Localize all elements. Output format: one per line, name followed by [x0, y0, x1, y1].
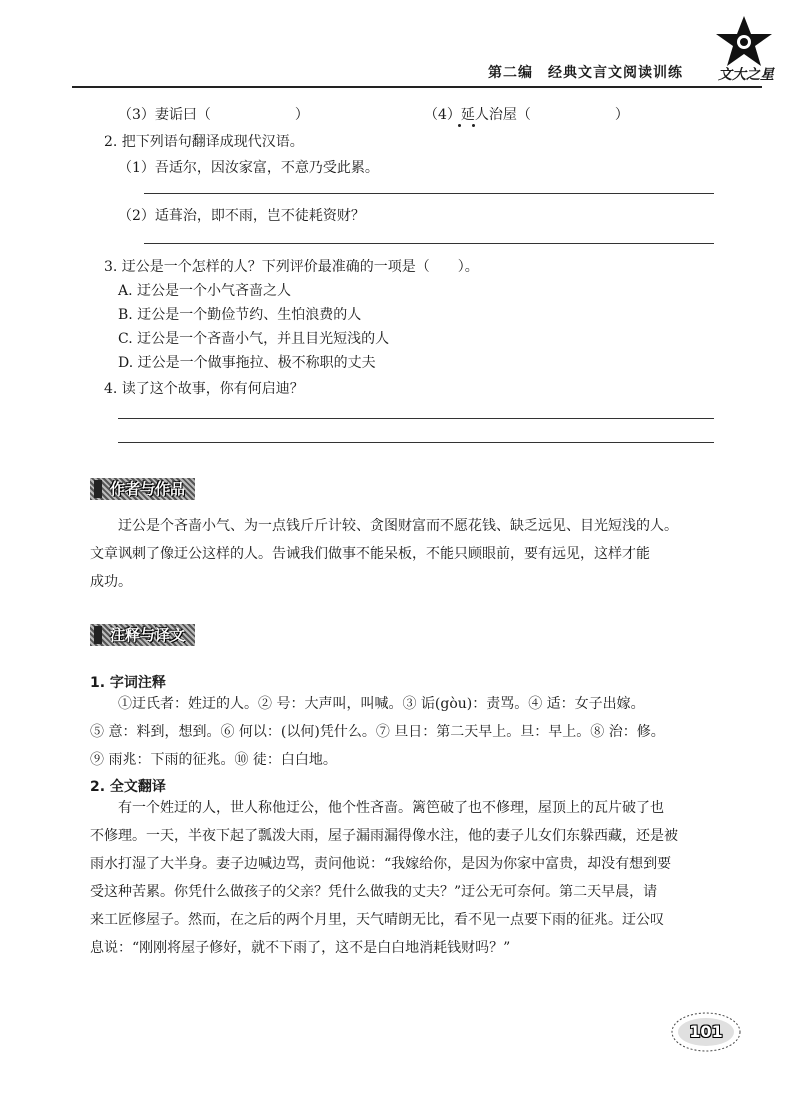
emphasis-dot [472, 124, 475, 127]
translation-block [90, 794, 730, 962]
paragraph-line: 迂公是个吝啬小气、为一点钱斤斤计较、贪图财富而不愿花钱、缺乏远见、目光短浅的人。 [118, 518, 678, 534]
page-number-badge [670, 1010, 742, 1054]
q3-option-b[interactable]: B. 迂公是一个勤俭节约、生怕浪费的人 [118, 307, 362, 323]
answer-line[interactable] [144, 243, 714, 244]
paragraph-line: 成功。 [90, 574, 132, 590]
answer-line[interactable] [118, 418, 714, 419]
q4-title: 4. 读了这个故事，你有何启迪？ [104, 381, 304, 397]
translation-line: 来工匠修屋子。然而，在之后的两个月里，天气晴朗无比，看不见一点要下雨的征兆。迂公叹 [90, 912, 664, 928]
q2-item-1: （1）吾适尔，因汝家富，不意乃受此累。 [118, 160, 379, 176]
translation-subheading: 2. 全文翻译 [90, 779, 166, 795]
chapter-header: 第二编 经典文言文阅读训练 [488, 65, 683, 81]
note-line: ①迂氏者：姓迂的人。② 号：大声叫，叫喊。③ 诟(gòu)：责骂。④ 适：女子出嫁。 [118, 696, 645, 712]
section-tag-notes-translation: 注释与译文 [90, 624, 195, 646]
q1-item-4: （4）延人治屋（ ） [424, 107, 629, 123]
translation-line: 不修理。一天，半夜下起了瓢泼大雨，屋子漏雨漏得像水注，他的妻子儿女们东躲西藏，还是被 [90, 828, 678, 844]
brand-text: 文大之星 [718, 67, 774, 83]
header-divider [72, 86, 762, 88]
author-works-paragraph [90, 512, 720, 596]
translation-line: 息说：“刚刚将屋子修好，就不下雨了，这不是白白地消耗钱财吗？” [90, 940, 511, 956]
translation-line: 雨水打湿了大半身。妻子边喊边骂，责问他说：“我嫁给你，是因为你家中富贵，却没有想到要 [90, 856, 672, 872]
q1-item-3: （3）妻诟曰（ ） [118, 107, 309, 123]
page-number: 101 [689, 1022, 723, 1041]
section-tag-author-works: 作者与作品 [90, 478, 195, 500]
q3-option-d[interactable]: D. 迂公是一个做事拖拉、极不称职的丈夫 [118, 355, 376, 371]
paragraph-line: 文章讽刺了像迂公这样的人。告诫我们做事不能呆板，不能只顾眼前，要有远见，这样才能 [90, 546, 650, 562]
star-logo-icon [714, 14, 774, 70]
answer-line[interactable] [118, 442, 714, 443]
note-line: ⑤ 意：料到，想到。⑥ 何以：(以何)凭什么。⑦ 旦日：第二天早上。旦：早上。⑧ 治：修。 [90, 724, 665, 740]
note-line: ⑨ 雨兆：下雨的征兆。⑩ 徒：白白地。 [90, 752, 337, 768]
translation-line: 受这种苦累。你凭什么做孩子的父亲？凭什么做我的丈夫？”迂公无可奈何。第二天早晨，请 [90, 884, 658, 900]
q3-title: 3. 迂公是一个怎样的人？下列评价最准确的一项是（ ）。 [104, 259, 479, 275]
notes-block [90, 690, 730, 774]
q2-title: 2. 把下列语句翻译成现代汉语。 [104, 134, 304, 150]
translation-line: 有一个姓迂的人，世人称他迂公，他个性吝啬。篱笆破了也不修理，屋顶上的瓦片破了也 [118, 800, 664, 816]
q2-item-2: （2）适葺治，即不雨，岂不徒耗资财？ [118, 208, 365, 224]
answer-line[interactable] [144, 193, 714, 194]
notes-subheading: 1. 字词注释 [90, 675, 166, 691]
q3-option-c[interactable]: C. 迂公是一个吝啬小气，并且目光短浅的人 [118, 331, 390, 347]
q3-option-a[interactable]: A. 迂公是一个小气吝啬之人 [118, 283, 292, 299]
emphasis-dot [458, 124, 461, 127]
